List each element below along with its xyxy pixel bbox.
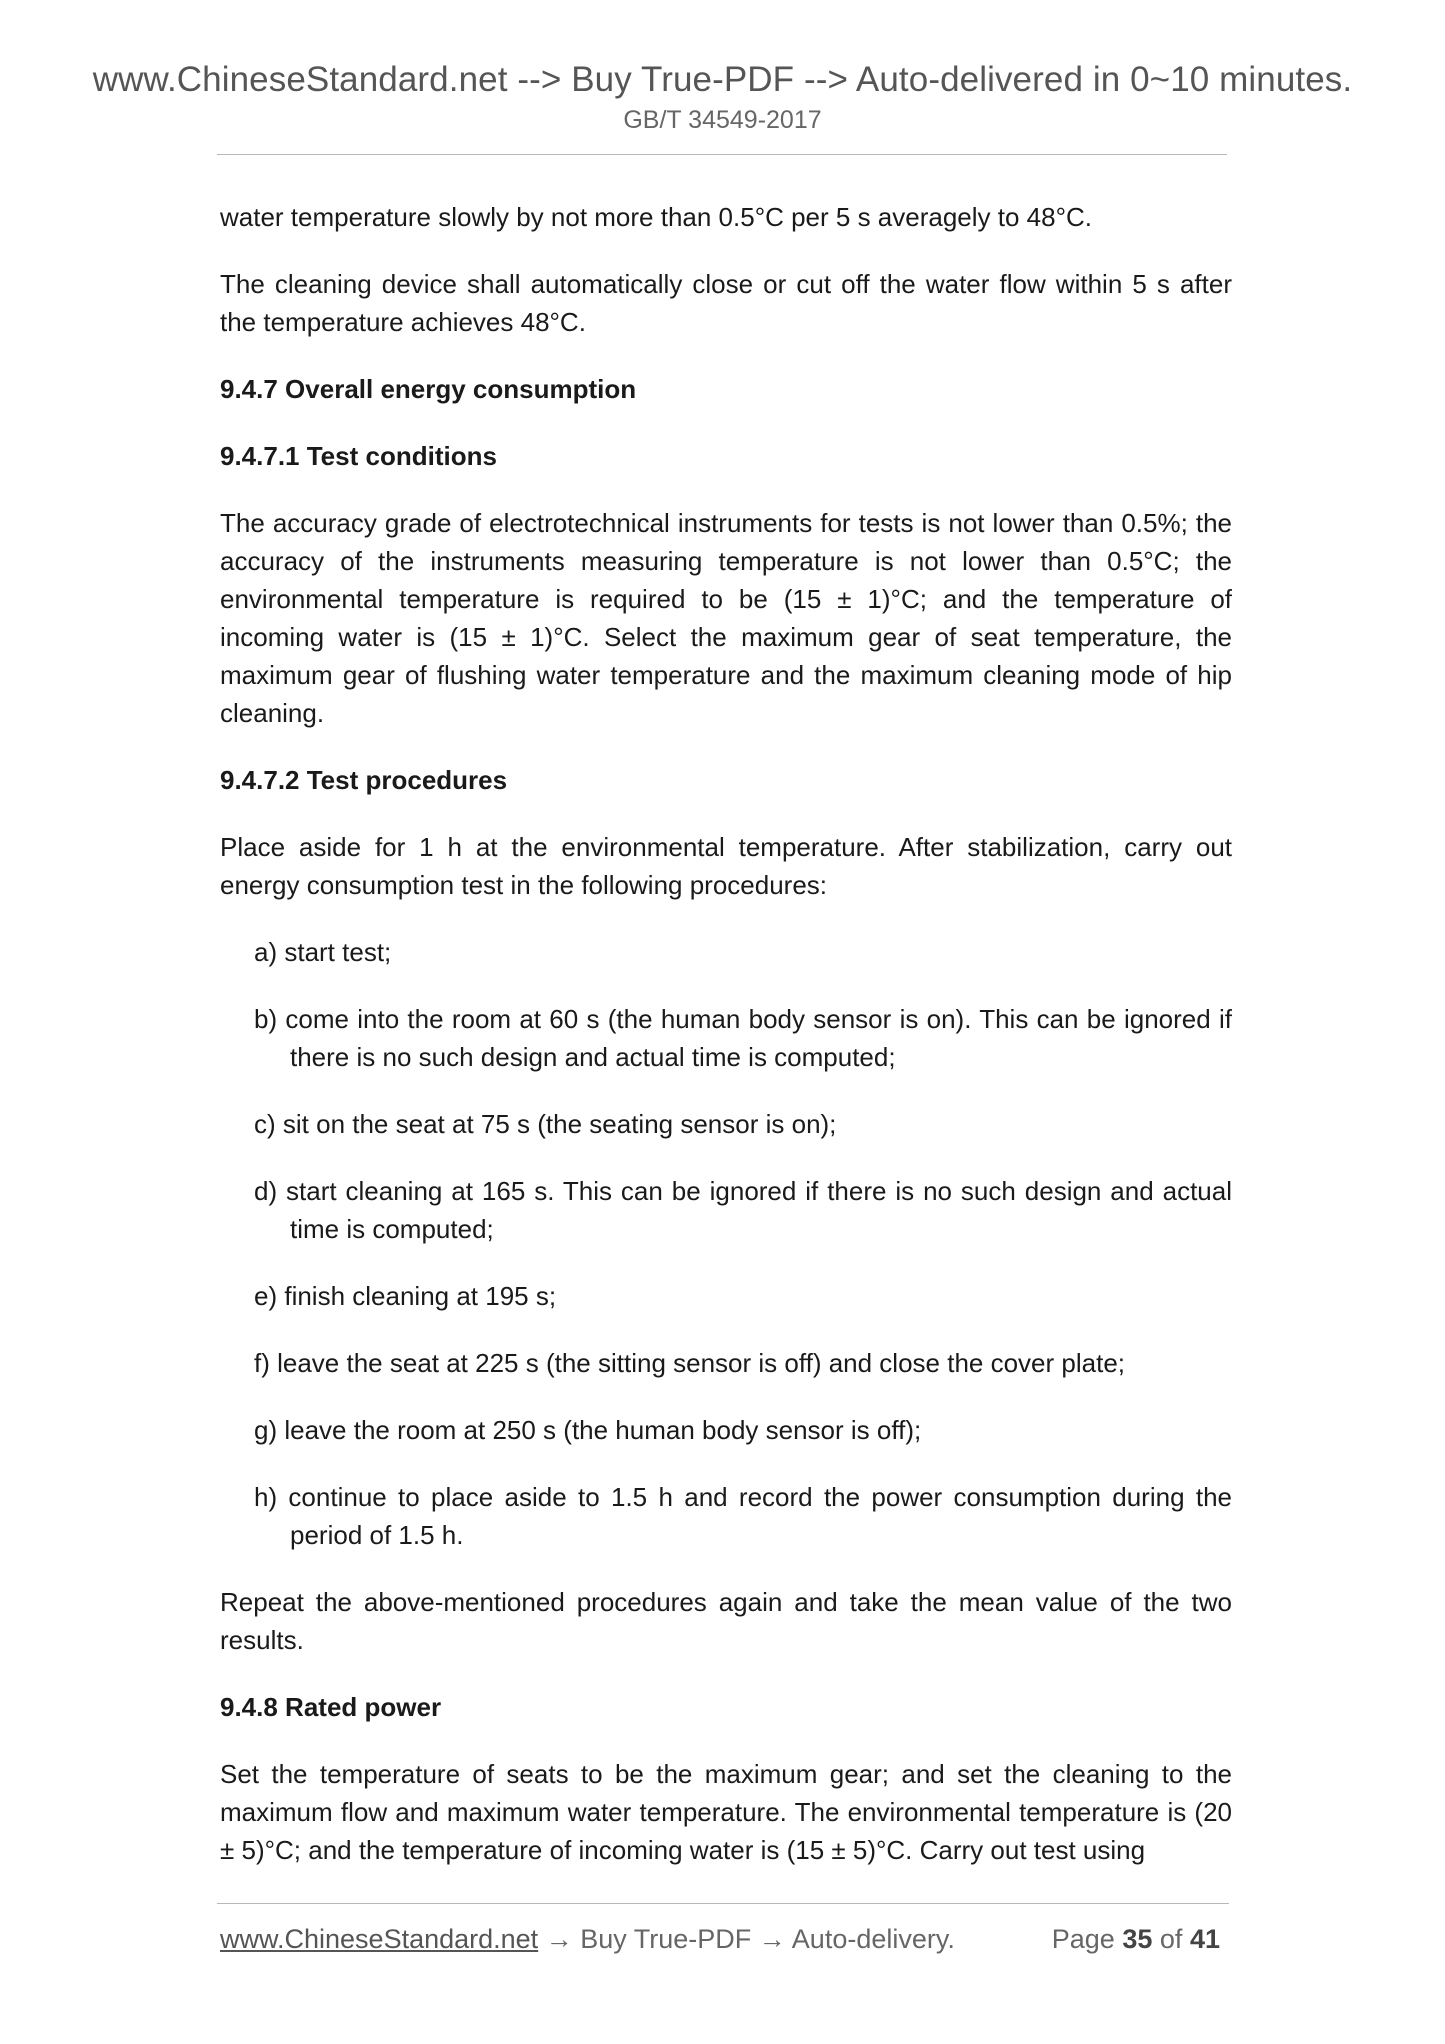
paragraph-water-temperature: water temperature slowly by not more than 0.5°C per 5 s averagely to 48°C. [220,202,1092,232]
footer-promo [220,1924,955,1955]
page-label: Page [1051,1924,1115,1954]
list-item: d) start cleaning at 165 s. This can be ignored if there is no such design and actual time is computed; [254,1176,1232,1244]
list-item: h) continue to place aside to 1.5 h and record the power consumption during the period of 1.5 h. [254,1482,1232,1550]
standard-number: GB/T 34549-2017 [623,106,822,134]
paragraph-test-conditions: The accuracy grade of electrotechnical instruments for tests is not lower than 0.5%; the accuracy of the instruments measuring temperature is not lower than 0.5°C; the environmental temperature is required to be (15 ± 1)°C; and the temperature of incoming water is (15 ± 1)°C. Select the maximum gear of seat temperature, the maximum gear of flushing water temperature and the maximum cleaning mode of hip cleaning. [220,508,1232,728]
list-item: a) start test; [254,937,392,967]
header-banner: www.ChineseStandard.net --> Buy True-PDF --> Auto-delivered in 0~10 minutes. [92,60,1353,99]
paragraph-cleaning-device: The cleaning device shall automatically close or cut off the water flow within 5 s after the temperature achieves 48°C. [220,269,1232,337]
list-item: f) leave the seat at 225 s (the sitting sensor is off) and close the cover plate; [254,1348,1125,1378]
of-label: of [1159,1924,1183,1954]
heading-9-4-7-1: 9.4.7.1 Test conditions [220,441,497,471]
header-divider [217,154,1227,155]
list-item: c) sit on the seat at 75 s (the seating sensor is on); [254,1109,837,1139]
footer-buy-text: Buy True-PDF [580,1924,752,1954]
heading-9-4-7: 9.4.7 Overall energy consumption [220,374,637,404]
heading-9-4-7-2: 9.4.7.2 Test procedures [220,765,508,795]
list-item: g) leave the room at 250 s (the human body sensor is off); [254,1415,922,1445]
page-footer [220,1924,1232,1964]
paragraph-rated-power: Set the temperature of seats to be the maximum gear; and set the cleaning to the maximum flow and maximum water temperature. The environmental temperature is (20 ± 5)°C; and the temperature of incoming water is (15 ± 5)°C. Carry out test using [220,1759,1232,1865]
heading-9-4-8: 9.4.8 Rated power [220,1692,442,1722]
paragraph-procedures-intro: Place aside for 1 h at the environmental temperature. After stabilization, carry out energy consumption test in the following procedures: [220,832,1232,900]
list-item: e) finish cleaning at 195 s; [254,1281,557,1311]
arrow-right-icon: → [758,1924,786,1954]
paragraph-repeat: Repeat the above-mentioned procedures again and take the mean value of the two results. [220,1587,1232,1655]
footer-delivery-text: Auto-delivery. [791,1924,955,1954]
total-pages: 41 [1189,1924,1220,1954]
footer-divider [217,1903,1229,1904]
page-indicator [1052,1924,1220,1955]
list-item: b) come into the room at 60 s (the human body sensor is on). This can be ignored if there is no such design and actual time is computed; [254,1004,1232,1072]
footer-site-link[interactable]: www.ChineseStandard.net [220,1924,539,1954]
arrow-right-icon: → [545,1924,573,1954]
page-number: 35 [1122,1924,1153,1954]
document-body [220,198,1232,1898]
